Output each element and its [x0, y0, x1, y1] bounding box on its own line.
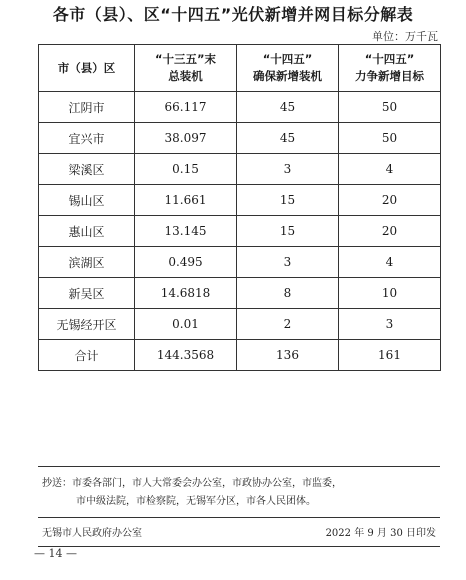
table-row — [39, 247, 441, 278]
guaranteed-cell: 45 — [237, 123, 339, 154]
target-table — [38, 44, 441, 371]
total-cell: 11.661 — [135, 185, 237, 216]
guaranteed-cell: 3 — [237, 247, 339, 278]
guaranteed-cell: 136 — [237, 340, 339, 371]
total-cell: 38.097 — [135, 123, 237, 154]
guaranteed-cell: 15 — [237, 185, 339, 216]
document-title: 各市（县）、区“十四五”光伏新增并网目标分解表 — [52, 5, 414, 24]
total-cell: 13.145 — [135, 216, 237, 247]
issue-date: 2022 年 9 月 30 日印发 — [325, 528, 436, 539]
region-cell: 新吴区 — [39, 278, 135, 309]
region-cell: 梁溪区 — [39, 154, 135, 185]
total-cell: 0.01 — [135, 309, 237, 340]
header-14th-target: “十四五” 力争新增目标 — [339, 45, 441, 92]
table-row — [39, 154, 441, 185]
table-row — [39, 92, 441, 123]
total-label-cell: 合计 — [39, 340, 135, 371]
total-cell: 144.3568 — [135, 340, 237, 371]
region-cell: 无锡经开区 — [39, 309, 135, 340]
guaranteed-cell: 45 — [237, 92, 339, 123]
region-cell: 滨湖区 — [39, 247, 135, 278]
table-row — [39, 123, 441, 154]
copy-line-2: 市中级法院，市检察院，无锡军分区，市各人民团体。 — [76, 496, 316, 507]
table-row — [39, 309, 441, 340]
guaranteed-cell: 2 — [237, 309, 339, 340]
target-cell: 20 — [339, 216, 441, 247]
table-row — [39, 216, 441, 247]
region-cell: 惠山区 — [39, 216, 135, 247]
guaranteed-cell: 3 — [237, 154, 339, 185]
header-14th-guaranteed: “十四五” 确保新增装机 — [237, 45, 339, 92]
unit-note: 单位：万千瓦 — [372, 30, 438, 43]
copy-to-list — [38, 467, 440, 518]
copy-line-1: 抄送：市委各部门，市人大常委会办公室，市政协办公室，市监委， — [42, 478, 342, 489]
page-number: — 14 — — [34, 547, 77, 560]
target-cell: 20 — [339, 185, 441, 216]
header-region: 市（县）区 — [39, 45, 135, 92]
issue-line — [38, 518, 440, 546]
table-total-row — [39, 340, 441, 371]
total-cell: 14.6818 — [135, 278, 237, 309]
target-cell: 4 — [339, 247, 441, 278]
target-cell: 161 — [339, 340, 441, 371]
target-cell: 4 — [339, 154, 441, 185]
total-cell: 66.117 — [135, 92, 237, 123]
table-header-row — [39, 45, 441, 92]
target-cell: 10 — [339, 278, 441, 309]
header-13th-total: “十三五”末 总装机 — [135, 45, 237, 92]
distribution-footer — [38, 466, 440, 547]
target-cell: 50 — [339, 123, 441, 154]
guaranteed-cell: 15 — [237, 216, 339, 247]
region-cell: 锡山区 — [39, 185, 135, 216]
issuer: 无锡市人民政府办公室 — [42, 528, 142, 539]
guaranteed-cell: 8 — [237, 278, 339, 309]
target-cell: 50 — [339, 92, 441, 123]
table-row — [39, 278, 441, 309]
total-cell: 0.15 — [135, 154, 237, 185]
region-cell: 江阴市 — [39, 92, 135, 123]
total-cell: 0.495 — [135, 247, 237, 278]
target-cell: 3 — [339, 309, 441, 340]
region-cell: 宜兴市 — [39, 123, 135, 154]
table-row — [39, 185, 441, 216]
